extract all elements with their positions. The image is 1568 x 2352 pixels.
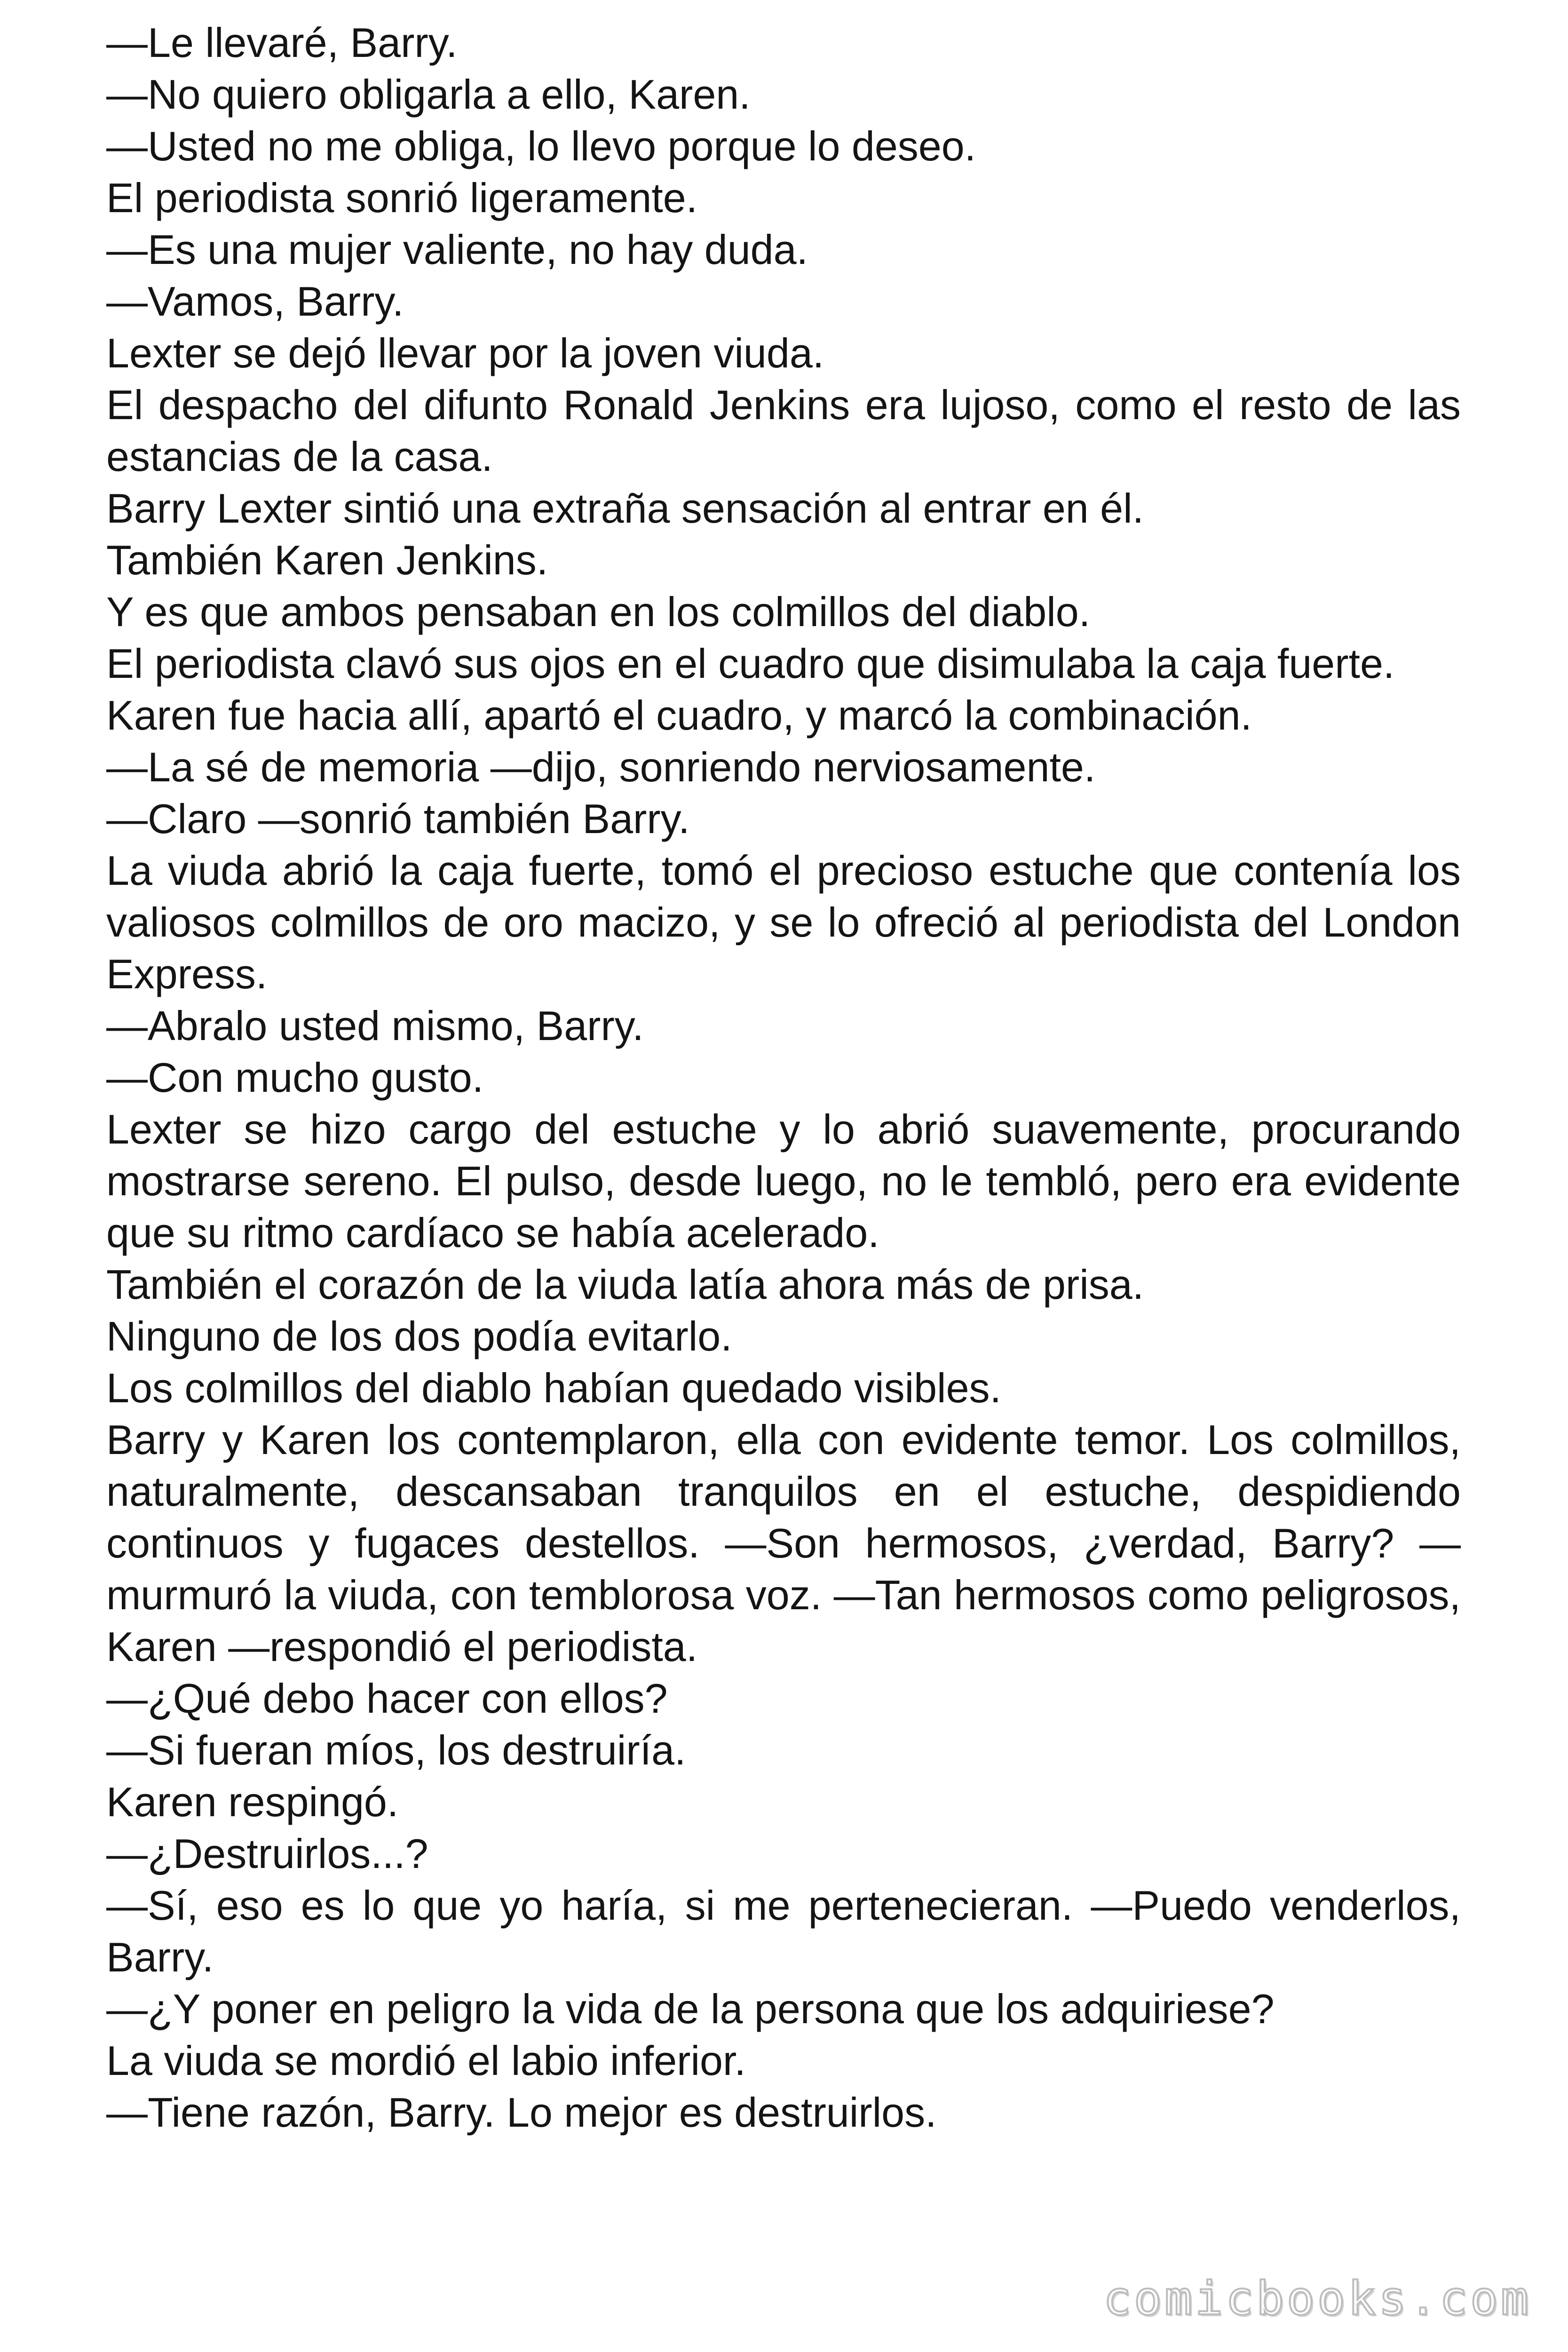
paragraph: Barry y Karen los contemplaron, ella con evidente temor. Los colmillos, naturalmente, descansaban tranquilos en el estuche, despidiendo continuos y fugaces destellos. —Son hermosos, ¿verdad, Barry? —murmuró la viuda, con temblorosa voz. —Tan hermosos como peligrosos, Karen —respondió el periodista. bbox=[106, 1416, 1461, 1670]
paragraph: —Sí, eso es lo que yo haría, si me pertenecieran. —Puedo venderlos, Barry. bbox=[106, 1882, 1461, 1980]
paragraph: Karen fue hacia allí, apartó el cuadro, y marcó la combinación. bbox=[106, 692, 1252, 739]
paragraph: Barry Lexter sintió una extraña sensación al entrar en él. bbox=[106, 485, 1144, 532]
paragraph: —Vamos, Barry. bbox=[106, 278, 404, 325]
paragraph: El periodista sonrió ligeramente. bbox=[106, 175, 698, 221]
paragraph: —Claro —sonrió también Barry. bbox=[106, 795, 690, 842]
paragraph: El despacho del difunto Ronald Jenkins era lujoso, como el resto de las estancias de la casa. bbox=[106, 381, 1461, 480]
paragraph: Lexter se dejó llevar por la joven viuda. bbox=[106, 330, 824, 376]
paragraph: —Tiene razón, Barry. Lo mejor es destruirlos. bbox=[106, 2089, 937, 2136]
paragraph: —¿Y poner en peligro la vida de la persona que los adquiriese? bbox=[106, 1986, 1275, 2032]
paragraph: Ninguno de los dos podía evitarlo. bbox=[106, 1313, 732, 1359]
paragraph: La viuda abrió la caja fuerte, tomó el precioso estuche que contenía los valiosos colmillos de oro macizo, y se lo ofreció al periodista del London Express. bbox=[106, 847, 1461, 997]
paragraph: —Con mucho gusto. bbox=[106, 1054, 484, 1101]
paragraph: El periodista clavó sus ojos en el cuadro que disimulaba la caja fuerte. bbox=[106, 640, 1395, 687]
paragraph: —No quiero obligarla a ello, Karen. bbox=[106, 71, 751, 118]
paragraph: —Usted no me obliga, lo llevo porque lo deseo. bbox=[106, 123, 976, 169]
paragraph: La viuda se mordió el labio inferior. bbox=[106, 2037, 746, 2084]
paragraph: —¿Destruirlos...? bbox=[106, 1830, 428, 1877]
paragraph: También el corazón de la viuda latía ahora más de prisa. bbox=[106, 1261, 1144, 1308]
paragraph: Lexter se hizo cargo del estuche y lo abrió suavemente, procurando mostrarse sereno. El pulso, desde luego, no le tembló, pero era evidente que su ritmo cardíaco se había acelerado. bbox=[106, 1106, 1461, 1256]
paragraph: —Le llevaré, Barry. bbox=[106, 19, 458, 66]
paragraph: —La sé de memoria —dijo, sonriendo nerviosamente. bbox=[106, 744, 1096, 790]
paragraph: —Si fueran míos, los destruiría. bbox=[106, 1727, 686, 1773]
paragraph: También Karen Jenkins. bbox=[106, 537, 548, 583]
paragraph: —¿Qué debo hacer con ellos? bbox=[106, 1675, 668, 1722]
watermark: comicbooks.com bbox=[1103, 2272, 1531, 2326]
text-column bbox=[106, 17, 1461, 2138]
paragraph: —Abralo usted mismo, Barry. bbox=[106, 1002, 644, 1049]
paragraph: Karen respingó. bbox=[106, 1779, 399, 1825]
paragraph: Los colmillos del diablo habían quedado visibles. bbox=[106, 1365, 1001, 1411]
paragraph: Y es que ambos pensaban en los colmillos del diablo. bbox=[106, 588, 1091, 635]
paragraph: —Es una mujer valiente, no hay duda. bbox=[106, 226, 808, 273]
